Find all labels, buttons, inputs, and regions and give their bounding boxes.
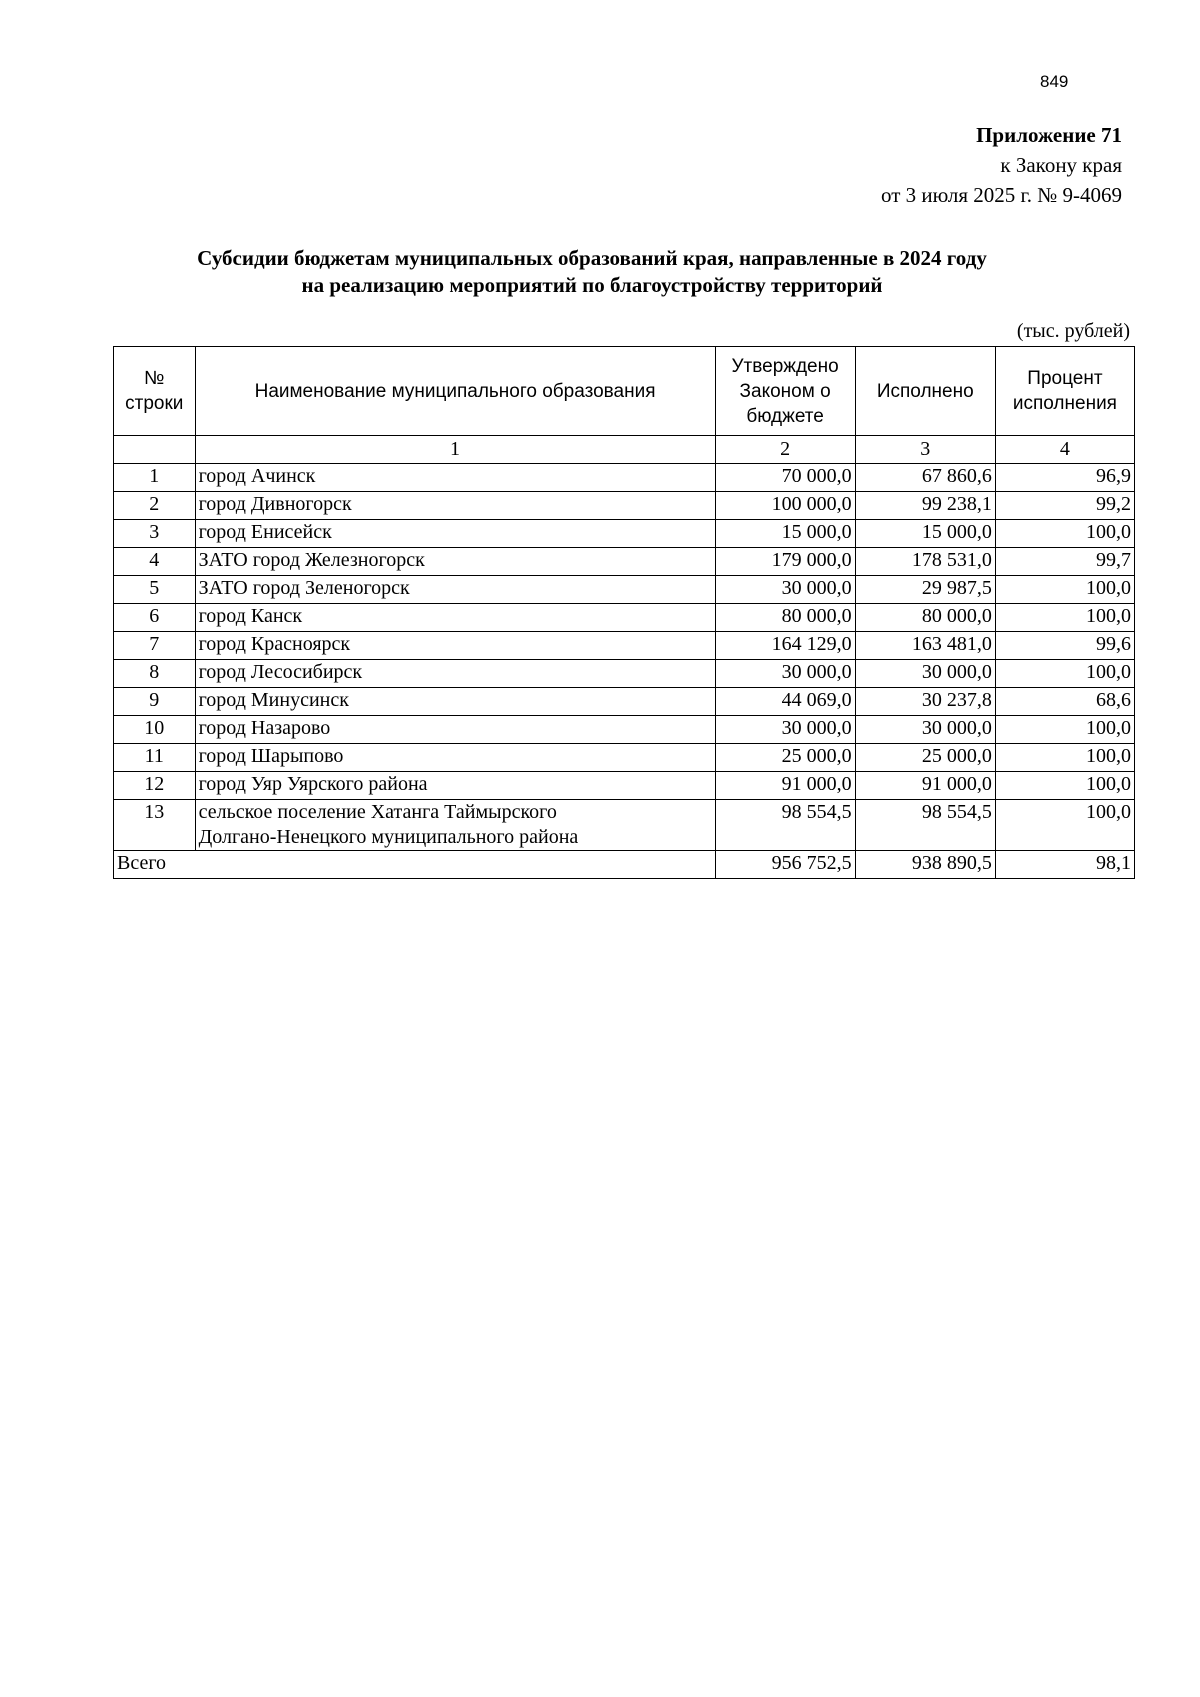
municipality-name: город Красноярск xyxy=(195,632,715,660)
column-number-blank xyxy=(114,436,196,464)
annex-law-date: от 3 июля 2025 г. № 9-4069 xyxy=(881,183,1122,207)
column-number: 3 xyxy=(855,436,995,464)
approved-amount: 100 000,0 xyxy=(715,492,855,520)
approved-amount: 44 069,0 xyxy=(715,688,855,716)
execution-percent: 100,0 xyxy=(995,604,1134,632)
approved-amount: 30 000,0 xyxy=(715,716,855,744)
municipality-name: город Шарыпово xyxy=(195,744,715,772)
header-approved xyxy=(715,347,855,436)
table-row xyxy=(114,800,1135,851)
municipality-name: город Назарово xyxy=(195,716,715,744)
municipality-name: город Канск xyxy=(195,604,715,632)
total-percent: 98,1 xyxy=(995,851,1134,879)
municipality-name-line1: сельское поселение Хатанга Таймырского xyxy=(198,801,557,823)
row-number: 2 xyxy=(114,492,196,520)
executed-amount: 29 987,5 xyxy=(855,576,995,604)
column-number: 2 xyxy=(715,436,855,464)
column-number-row xyxy=(114,436,1135,464)
header-row-number-line1: № xyxy=(144,368,165,389)
annex-law-ref: к Закону края xyxy=(1000,153,1122,177)
total-executed: 938 890,5 xyxy=(855,851,995,879)
column-number: 4 xyxy=(995,436,1134,464)
approved-amount: 98 554,5 xyxy=(715,800,855,851)
executed-amount: 67 860,6 xyxy=(855,464,995,492)
row-number: 4 xyxy=(114,548,196,576)
row-number: 13 xyxy=(114,800,196,851)
executed-amount: 98 554,5 xyxy=(855,800,995,851)
municipality-name xyxy=(195,800,715,851)
execution-percent: 99,2 xyxy=(995,492,1134,520)
table-row xyxy=(114,492,1135,520)
row-number: 8 xyxy=(114,660,196,688)
table-row xyxy=(114,632,1135,660)
approved-amount: 30 000,0 xyxy=(715,660,855,688)
row-number: 1 xyxy=(114,464,196,492)
executed-amount: 30 000,0 xyxy=(855,716,995,744)
approved-amount: 25 000,0 xyxy=(715,744,855,772)
execution-percent: 96,9 xyxy=(995,464,1134,492)
executed-amount: 25 000,0 xyxy=(855,744,995,772)
executed-amount: 30 000,0 xyxy=(855,660,995,688)
row-number: 10 xyxy=(114,716,196,744)
municipality-name: город Дивногорск xyxy=(195,492,715,520)
table-row xyxy=(114,604,1135,632)
executed-amount: 80 000,0 xyxy=(855,604,995,632)
table-row xyxy=(114,520,1135,548)
document-title-line2: на реализацию мероприятий по благоустройству территорий xyxy=(301,273,883,297)
table-row xyxy=(114,744,1135,772)
municipality-name: ЗАТО город Зеленогорск xyxy=(195,576,715,604)
table-row xyxy=(114,576,1135,604)
row-number: 7 xyxy=(114,632,196,660)
approved-amount: 164 129,0 xyxy=(715,632,855,660)
header-row-number xyxy=(114,347,196,436)
municipality-name: ЗАТО город Железногорск xyxy=(195,548,715,576)
table-row xyxy=(114,548,1135,576)
approved-amount: 70 000,0 xyxy=(715,464,855,492)
row-number: 9 xyxy=(114,688,196,716)
annex-block xyxy=(881,120,1122,210)
municipality-name: город Енисейск xyxy=(195,520,715,548)
execution-percent: 100,0 xyxy=(995,520,1134,548)
municipality-name: город Минусинск xyxy=(195,688,715,716)
executed-amount: 30 237,8 xyxy=(855,688,995,716)
subsidies-table xyxy=(113,346,1135,879)
header-row-number-line2: строки xyxy=(125,393,184,414)
table-row xyxy=(114,772,1135,800)
header-percent xyxy=(995,347,1134,436)
annex-title: Приложение 71 xyxy=(976,123,1122,147)
approved-amount: 30 000,0 xyxy=(715,576,855,604)
row-number: 3 xyxy=(114,520,196,548)
row-number: 6 xyxy=(114,604,196,632)
column-number: 1 xyxy=(195,436,715,464)
municipality-name: город Лесосибирск xyxy=(195,660,715,688)
row-number: 11 xyxy=(114,744,196,772)
header-executed: Исполнено xyxy=(855,347,995,436)
municipality-name: город Уяр Уярского района xyxy=(195,772,715,800)
units-label: (тыс. рублей) xyxy=(1016,320,1130,342)
table-row xyxy=(114,660,1135,688)
execution-percent: 100,0 xyxy=(995,576,1134,604)
row-number: 12 xyxy=(114,772,196,800)
table-header-row xyxy=(114,347,1135,436)
execution-percent: 100,0 xyxy=(995,660,1134,688)
municipality-name: город Ачинск xyxy=(195,464,715,492)
execution-percent: 99,7 xyxy=(995,548,1134,576)
total-approved: 956 752,5 xyxy=(715,851,855,879)
execution-percent: 68,6 xyxy=(995,688,1134,716)
execution-percent: 99,6 xyxy=(995,632,1134,660)
executed-amount: 99 238,1 xyxy=(855,492,995,520)
table-row xyxy=(114,716,1135,744)
header-approved-line3: бюджете xyxy=(746,405,824,427)
execution-percent: 100,0 xyxy=(995,772,1134,800)
header-approved-line2: Законом о xyxy=(739,380,831,402)
header-percent-line2: исполнения xyxy=(1012,393,1117,414)
header-percent-line1: Процент xyxy=(1027,368,1103,389)
executed-amount: 163 481,0 xyxy=(855,632,995,660)
total-row xyxy=(114,851,1135,879)
page-number: 849 xyxy=(1040,72,1069,91)
executed-amount: 15 000,0 xyxy=(855,520,995,548)
table-row xyxy=(114,688,1135,716)
header-approved-line1: Утверждено xyxy=(731,355,839,377)
approved-amount: 91 000,0 xyxy=(715,772,855,800)
executed-amount: 178 531,0 xyxy=(855,548,995,576)
execution-percent: 100,0 xyxy=(995,716,1134,744)
approved-amount: 80 000,0 xyxy=(715,604,855,632)
document-title-line1: Субсидии бюджетам муниципальных образований края, направленные в 2024 году xyxy=(197,246,987,270)
execution-percent: 100,0 xyxy=(995,744,1134,772)
executed-amount: 91 000,0 xyxy=(855,772,995,800)
header-municipality-name: Наименование муниципального образования xyxy=(195,347,715,436)
document-title xyxy=(113,245,1071,299)
approved-amount: 179 000,0 xyxy=(715,548,855,576)
table-row xyxy=(114,464,1135,492)
municipality-name-line2: Долгано-Ненецкого муниципального района xyxy=(198,826,579,848)
row-number: 5 xyxy=(114,576,196,604)
approved-amount: 15 000,0 xyxy=(715,520,855,548)
execution-percent: 100,0 xyxy=(995,800,1134,851)
total-label: Всего xyxy=(114,851,716,879)
